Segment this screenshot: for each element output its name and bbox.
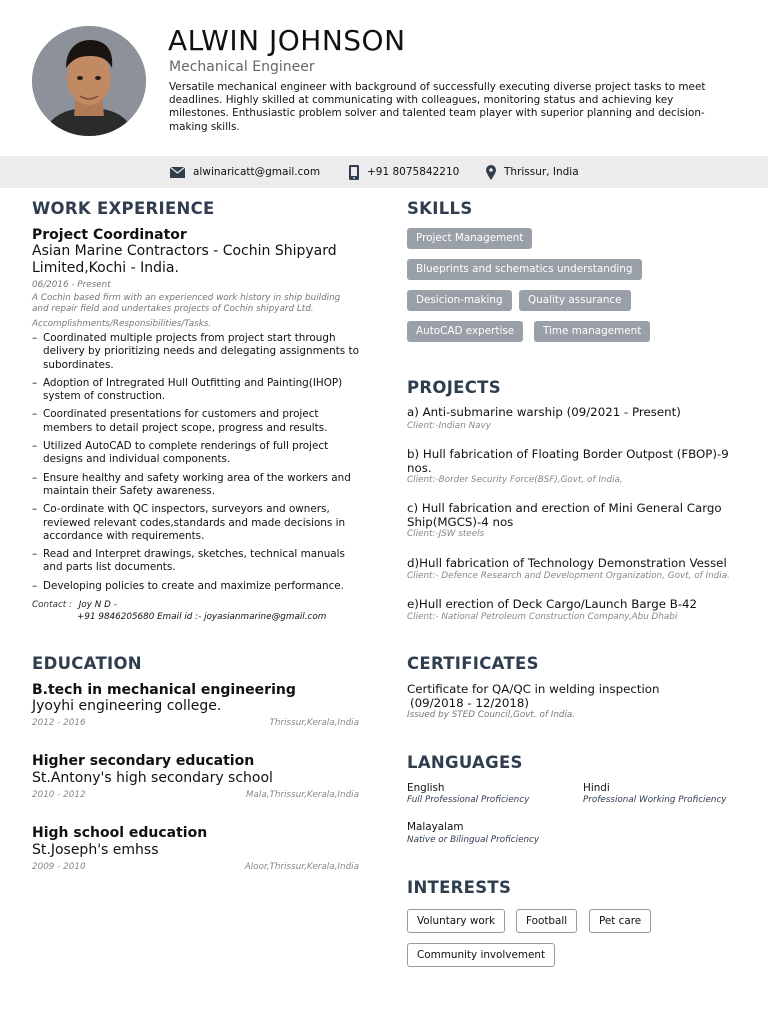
project-title: b) Hull fabrication of Floating Border Outpost (FBOP)-9 nos. [407, 447, 729, 475]
list-item: – Utilized AutoCAD to complete renderings of full project designs and individual components. [32, 440, 362, 467]
project-title: a) Anti-submarine warship (09/2021 - Present) [407, 405, 681, 419]
accomplishments-label: Accomplishments/Responsibilities/Tasks. [32, 319, 212, 329]
job-title: Project Coordinator [32, 227, 187, 243]
skill-tag: Project Management [407, 228, 532, 249]
language-name: Hindi [583, 782, 610, 794]
interest-tag: Community involvement [407, 943, 555, 967]
list-item: – Developing policies to create and maximize performance. [32, 580, 362, 593]
contact-phone[interactable] [349, 156, 459, 188]
phone-icon [349, 165, 359, 180]
profile-photo [32, 26, 146, 136]
skills-heading: SKILLS [407, 199, 473, 218]
skill-tag: Quality assurance [519, 290, 631, 311]
certificates-heading: CERTIFICATES [407, 654, 539, 673]
language-name: Malayalam [407, 821, 464, 833]
location-text: Thrissur, India [504, 166, 579, 178]
resume-header [0, 0, 768, 156]
project-title: e)Hull erection of Deck Cargo/Launch Barge B-42 [407, 597, 698, 611]
certificate-dates: (09/2018 - 12/2018) [410, 696, 529, 710]
project-title: d)Hull fabrication of Technology Demonstration Vessel [407, 556, 727, 570]
contact-location [486, 156, 579, 188]
list-item: – Ensure healthy and safety working area of the workers and maintain their Safety awareness. [32, 472, 362, 499]
language-level: Full Professional Proficiency [407, 795, 530, 805]
education-heading: EDUCATION [32, 654, 142, 673]
education-school: St.Joseph's emhss [32, 842, 159, 858]
company-name: Asian Marine Contractors - Cochin Shipyard Limited,Kochi - India. [32, 243, 337, 276]
education-dates: 2012 - 2016 [32, 718, 86, 728]
phone-text: +91 8075842210 [367, 166, 460, 178]
language-name: English [407, 782, 445, 794]
certificate-title: Certificate for QA/QC in welding inspection [407, 682, 660, 696]
education-degree: Higher secondary education [32, 753, 255, 769]
skill-tag: Time management [534, 321, 650, 342]
skill-tag: Desicion-making [407, 290, 512, 311]
reference-label: Contact : [32, 600, 72, 610]
list-item: – Adoption of Intregrated Hull Outfitting and Painting(IHOP) system of construction. [32, 377, 362, 404]
education-dates: 2010 - 2012 [32, 790, 86, 800]
location-pin-icon [486, 165, 496, 180]
language-level: Professional Working Proficiency [583, 795, 727, 805]
email-text: alwinaricatt@gmail.com [193, 166, 321, 178]
candidate-name: ALWIN JOHNSON [168, 24, 406, 57]
responsibilities-list [32, 332, 362, 598]
interest-tag: Pet care [589, 909, 651, 933]
candidate-title: Mechanical Engineer [169, 59, 315, 75]
project-client: Client:-JSW steels [407, 529, 485, 539]
skill-tag: AutoCAD expertise [407, 321, 523, 342]
certificate-entry [407, 682, 737, 710]
skill-tag: Blueprints and schematics understanding [407, 259, 642, 280]
projects-heading: PROJECTS [407, 378, 501, 397]
contact-email[interactable] [170, 156, 320, 188]
reference-details: +91 9846205680 Email id :- joyasianmarine@gmail.com [77, 611, 327, 622]
project-title: c) Hull fabrication and erection of Mini General Cargo Ship(MGCS)-4 nos [407, 501, 722, 529]
work-experience-heading: WORK EXPERIENCE [32, 199, 215, 218]
education-location: Mala,Thrissur,Kerala,India [245, 790, 359, 800]
list-item: – Coordinated presentations for customers and project members to detail project scope, progress and results. [32, 408, 362, 435]
list-item: – Co-ordinate with QC inspectors, surveyors and owners, reviewed relevant codes,standards and made decisions in accordance with requirements. [32, 503, 362, 543]
contact-bar [0, 156, 768, 188]
reference-contact [32, 600, 326, 623]
project-client: Client:-Border Security Force(BSF),Govt, of India, [407, 475, 623, 485]
project-client: Client:-Indian Navy [407, 421, 491, 431]
list-item: – Coordinated multiple projects from project start through delivery by prioritizing needs and delegating assignments to subordinates. [32, 332, 362, 372]
project-client: Client:- National Petroleum Construction Company,Abu Dhabi [407, 612, 678, 622]
education-school: St.Antony's high secondary school [32, 770, 273, 786]
language-level: Native or Bilingual Proficiency [407, 835, 540, 845]
profile-summary: Versatile mechanical engineer with background of successfully executing diverse project tasks to meet deadlines. Highly skilled at communicating with colleagues, monitoring status and achieving key milestones. Enthusiastic problem solver and talented team player with superior planning and decision-making skills. [169, 81, 706, 133]
envelope-icon [170, 167, 185, 178]
education-location: Aloor,Thrissur,Kerala,India [244, 862, 359, 872]
reference-name: Joy N D - [78, 600, 117, 610]
interest-tag: Voluntary work [407, 909, 505, 933]
education-degree: High school education [32, 825, 208, 841]
company-description: A Cochin based firm with an experienced work history in ship building and repair field and undertakes projects of Cochin shipyard Ltd. [32, 293, 341, 314]
languages-heading: LANGUAGES [407, 753, 523, 772]
interests-heading: INTERESTS [407, 878, 512, 897]
certificate-issuer: Issued by STED Council,Govt. of India. [407, 710, 576, 720]
education-school: Jyoyhi engineering college. [32, 698, 222, 714]
interest-tag: Football [516, 909, 577, 933]
project-client: Client:- Defence Research and Development Organization, Govt, of India. [407, 571, 730, 581]
list-item: – Read and Interpret drawings, sketches, technical manuals and parts list documents. [32, 548, 362, 575]
education-dates: 2009 - 2010 [32, 862, 86, 872]
education-location: Thrissur,Kerala,India [269, 718, 359, 728]
education-degree: B.tech in mechanical engineering [32, 682, 296, 698]
job-dates: 06/2016 - Present [32, 280, 111, 290]
